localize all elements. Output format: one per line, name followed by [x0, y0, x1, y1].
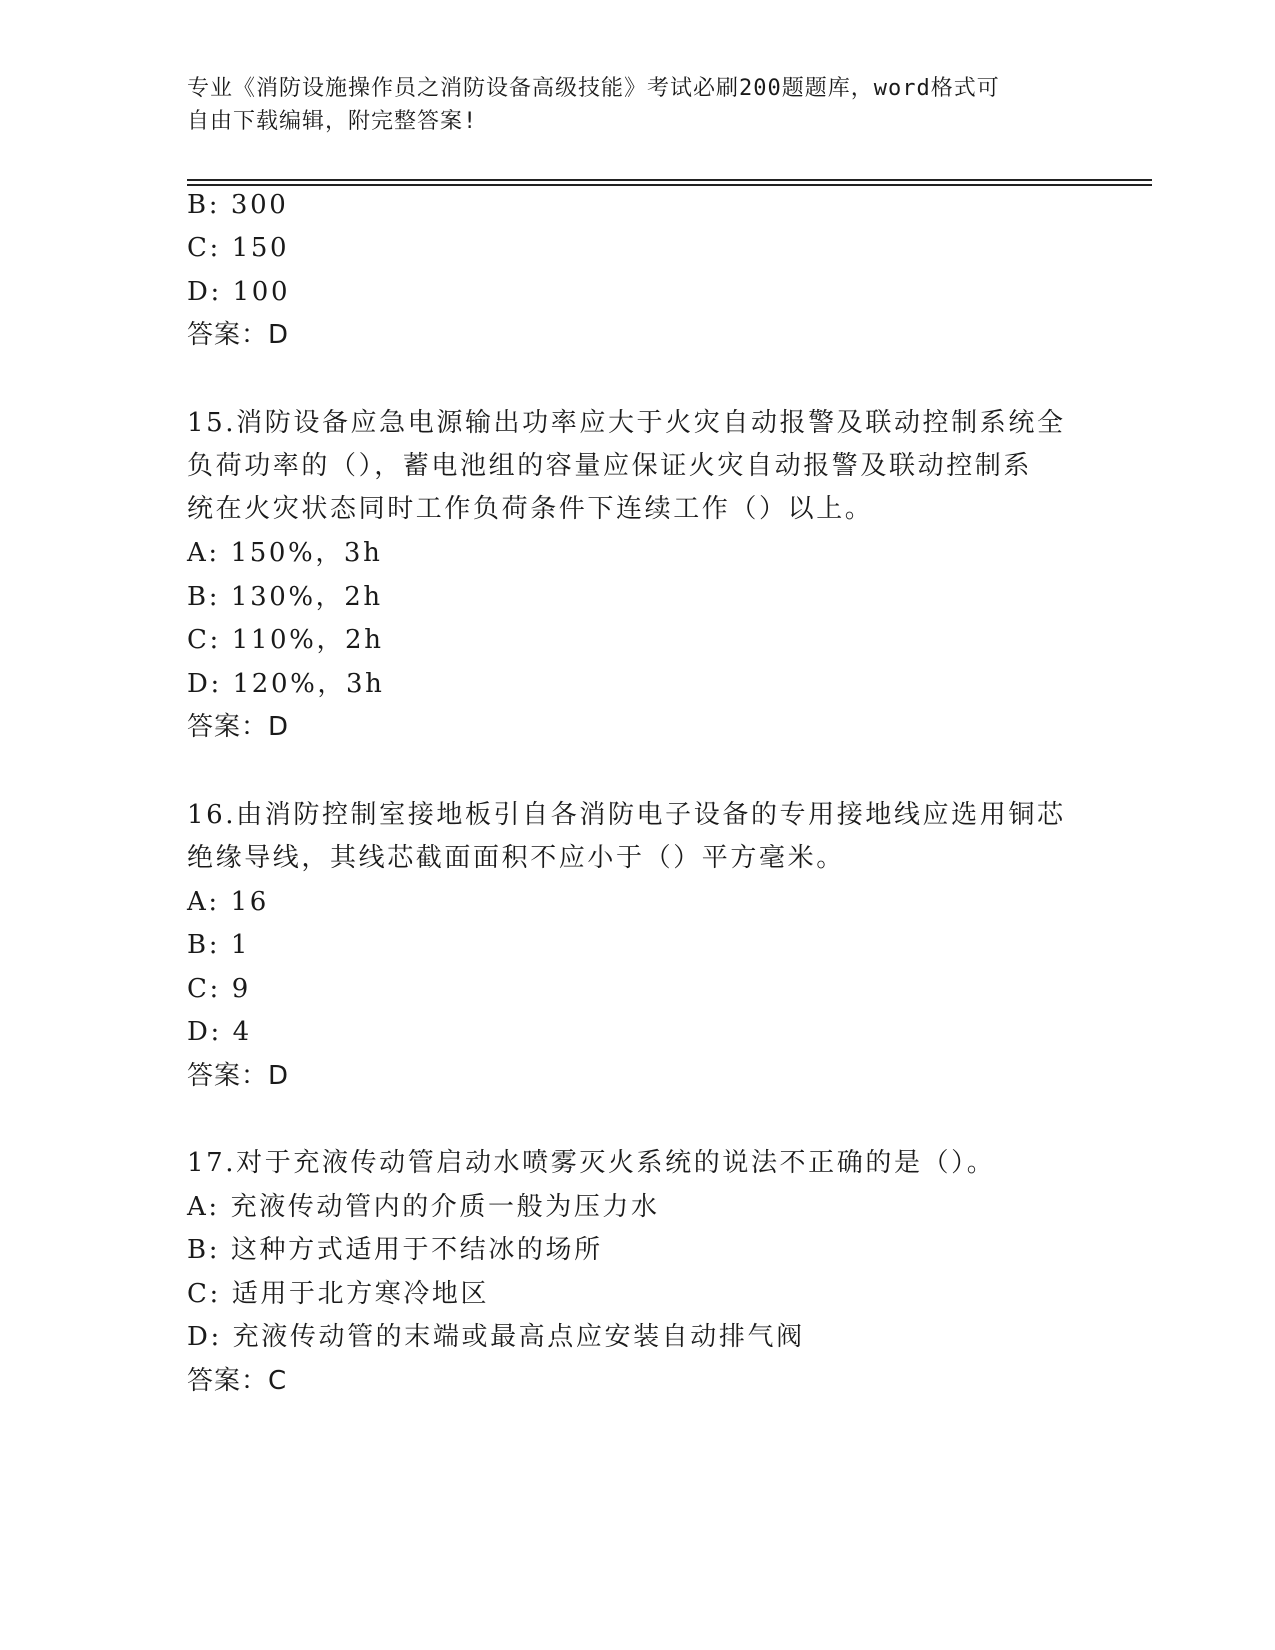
option-b: B: 130%，2h [187, 582, 383, 612]
option-c: C: 9 [187, 974, 251, 1004]
option-a: A: 充液传动管内的介质一般为压力水 [187, 1192, 660, 1222]
header-divider-bottom [187, 184, 1152, 186]
option-d: D: 4 [187, 1017, 252, 1047]
question-stem-line: 统在火灾状态同时工作负荷条件下连续工作（）以上。 [187, 494, 874, 524]
option-c: C: 适用于北方寒冷地区 [187, 1279, 490, 1309]
option-c: C: 150 [187, 233, 290, 263]
option-a: A: 150%，3h [187, 538, 383, 568]
question-stem-line: 绝缘导线，其线芯截面面积不应小于（）平方毫米。 [187, 843, 845, 873]
header-divider-top [187, 179, 1152, 181]
answer: 答案：D [187, 320, 290, 350]
question-stem-line: 17.对于充液传动管启动水喷雾灭火系统的说法不正确的是（）。 [187, 1148, 996, 1178]
answer: 答案：D [187, 712, 290, 742]
option-d: D: 120%，3h [187, 669, 385, 699]
header-line-1: 专业《消防设施操作员之消防设备高级技能》考试必刷200题题库，word格式可 [187, 76, 1000, 101]
answer: 答案：D [187, 1061, 290, 1091]
option-d: D: 100 [187, 277, 291, 307]
option-d: D: 充液传动管的末端或最高点应安装自动排气阀 [187, 1322, 805, 1352]
question-stem-line: 16.由消防控制室接地板引自各消防电子设备的专用接地线应选用铜芯 [187, 800, 1066, 830]
answer: 答案：C [187, 1366, 288, 1396]
option-b: B: 300 [187, 190, 289, 220]
header-line-2: 自由下载编辑，附完整答案! [187, 109, 478, 134]
option-a: A: 16 [187, 887, 269, 917]
option-b: B: 这种方式适用于不结冰的场所 [187, 1235, 603, 1265]
option-b: B: 1 [187, 930, 251, 960]
document-header [187, 72, 1087, 138]
option-c: C: 110%，2h [187, 625, 384, 655]
question-stem-line: 15.消防设备应急电源输出功率应大于火灾自动报警及联动控制系统全 [187, 408, 1066, 438]
question-stem-line: 负荷功率的（），蓄电池组的容量应保证火灾自动报警及联动控制系 [187, 451, 1033, 481]
